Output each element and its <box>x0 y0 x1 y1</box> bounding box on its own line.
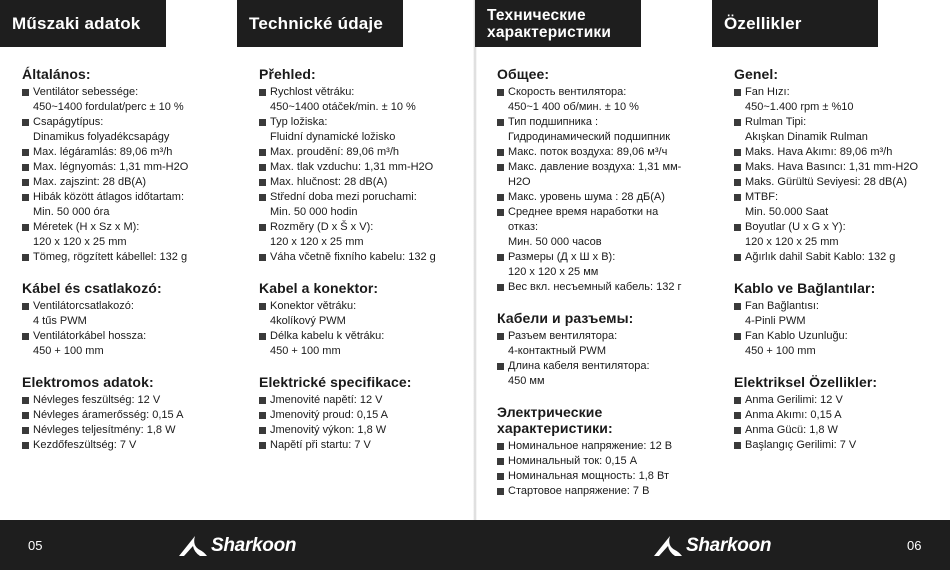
spec-item <box>734 145 927 160</box>
spec-content <box>237 47 452 453</box>
spec-value: Мин. 50 000 часов <box>508 236 602 248</box>
spec-label: Başlangıç Gerilimi: 7 V <box>734 438 927 453</box>
spec-item <box>259 220 452 250</box>
spec-label: Скорость вентилятора: <box>497 85 690 100</box>
spec-section <box>734 66 927 265</box>
spec-item <box>734 393 927 408</box>
spec-item <box>497 329 690 359</box>
spec-label: Fan Hızı: <box>734 85 927 100</box>
spec-content <box>0 47 215 453</box>
section-title: Kabel a konektor: <box>259 280 379 296</box>
spec-item <box>734 85 927 115</box>
spec-item <box>497 145 690 160</box>
spec-label: Névleges feszültség: 12 V <box>22 393 215 408</box>
spec-label: Méretek (H x Sz x M): <box>22 220 215 235</box>
spec-section <box>22 374 215 453</box>
spec-item <box>259 393 452 408</box>
page-number-left: 05 <box>28 538 43 553</box>
spec-value: Гидродинамический подшипник <box>508 131 671 143</box>
column-hungarian <box>0 0 215 468</box>
spec-item <box>497 115 690 145</box>
spec-label: Maks. Gürültü Seviyesi: 28 dB(A) <box>734 175 927 190</box>
section-title: Genel: <box>734 66 779 82</box>
spec-item <box>22 190 215 220</box>
spec-label: Tömeg, rögzített kábellel: 132 g <box>22 250 215 265</box>
spec-item <box>22 145 215 160</box>
column-czech <box>237 0 452 468</box>
spec-label: Névleges teljesítmény: 1,8 W <box>22 423 215 438</box>
spec-label: Max. zajszint: 28 dB(A) <box>22 175 215 190</box>
spec-value: 4kolíkový PWM <box>270 315 346 327</box>
spec-label: Макс. уровень шума : 28 дБ(А) <box>497 190 690 205</box>
spec-item <box>22 220 215 250</box>
spec-item <box>259 423 452 438</box>
spec-item <box>734 160 927 175</box>
spec-label: Jmenovité napětí: 12 V <box>259 393 452 408</box>
spec-label: Anma Akımı: 0,15 A <box>734 408 927 423</box>
spec-label: Ventilátorkábel hossza: <box>22 329 215 344</box>
spec-label: Размеры (Д х Ш х В): <box>497 250 690 265</box>
spec-item <box>22 423 215 438</box>
spec-item <box>497 280 690 295</box>
spec-label: Max. hlučnost: 28 dB(A) <box>259 175 452 190</box>
spec-item <box>22 160 215 175</box>
spec-value: Min. 50 000 hodin <box>270 206 358 218</box>
brand-logo-right <box>653 533 771 559</box>
spec-label: Макс. поток воздуха: 89,06 м³/ч <box>497 145 690 160</box>
spec-value: 4 tűs PWM <box>33 315 87 327</box>
spec-label: Maks. Hava Basıncı: 1,31 mm-H2O <box>734 160 927 175</box>
spec-item <box>22 408 215 423</box>
spec-label: Hibák között átlagos időtartam: <box>22 190 215 205</box>
spec-item <box>22 85 215 115</box>
spec-item <box>734 250 927 265</box>
spec-label: Ventilátor sebessége: <box>22 85 215 100</box>
spec-label: Typ ložiska: <box>259 115 452 130</box>
spec-item <box>259 115 452 145</box>
spec-label: Среднее время наработки на отказ: <box>497 205 690 235</box>
shark-fin-icon <box>653 534 683 558</box>
column-header-tab <box>237 0 403 47</box>
spec-item <box>22 438 215 453</box>
brand-logo-left <box>178 533 296 559</box>
spec-label: Макс. давление воздуха: 1,31 мм-H2O <box>497 160 690 190</box>
spec-value: 4-Pinli PWM <box>745 315 806 327</box>
spec-section <box>734 280 927 359</box>
section-title: Общее: <box>497 66 550 82</box>
spec-item <box>734 190 927 220</box>
spec-label: MTBF: <box>734 190 927 205</box>
spec-label: Anma Gücü: 1,8 W <box>734 423 927 438</box>
spec-value: 120 x 120 x 25 mm <box>270 236 364 248</box>
section-title: Elektromos adatok: <box>22 374 154 390</box>
spec-item <box>497 160 690 190</box>
column-header-line: Technické údaje <box>249 13 384 33</box>
spec-label: Névleges áramerősség: 0,15 A <box>22 408 215 423</box>
spec-label: Вес вкл. несъемный кабель: 132 г <box>497 280 690 295</box>
spec-item <box>259 175 452 190</box>
spec-label: Ventilátorcsatlakozó: <box>22 299 215 314</box>
spec-label: Ağırlık dahil Sabit Kablo: 132 g <box>734 250 927 265</box>
spec-value: 120 x 120 x 25 mm <box>745 236 839 248</box>
brand-name: Sharkoon <box>211 535 297 556</box>
spec-item <box>734 220 927 250</box>
spec-label: Тип подшипника : <box>497 115 690 130</box>
column-header-line: Műszaki adatok <box>12 13 141 33</box>
spec-value: 4-контактный PWM <box>508 345 606 357</box>
column-header-tab <box>475 0 641 47</box>
spec-item <box>497 469 690 484</box>
spec-item <box>259 329 452 359</box>
spec-value: 120 x 120 x 25 mm <box>33 236 127 248</box>
spec-item <box>734 423 927 438</box>
shark-fin-icon <box>178 534 208 558</box>
spec-section <box>22 66 215 265</box>
spec-section <box>497 66 690 295</box>
spec-label: Стартовое напряжение: 7 В <box>497 484 690 499</box>
spec-item <box>497 454 690 469</box>
spec-value: 450 + 100 mm <box>745 345 816 357</box>
spec-item <box>497 190 690 205</box>
spec-item <box>734 408 927 423</box>
spec-label: Fan Bağlantısı: <box>734 299 927 314</box>
spec-value: 450 мм <box>508 375 545 387</box>
spec-label: Kezdőfeszültség: 7 V <box>22 438 215 453</box>
spec-item <box>734 438 927 453</box>
spec-content <box>712 47 927 453</box>
spec-item <box>734 175 927 190</box>
spec-label: Váha včetně fixního kabelu: 132 g <box>259 250 452 265</box>
section-title: Kablo ve Bağlantılar: <box>734 280 876 296</box>
spec-section <box>259 66 452 265</box>
spec-section <box>734 374 927 453</box>
spec-label: Délka kabelu k větráku: <box>259 329 452 344</box>
spec-value: 450 + 100 mm <box>270 345 341 357</box>
section-title: Elektriksel Özellikler: <box>734 374 878 390</box>
spec-value: 450~1400 otáček/min. ± 10 % <box>270 101 416 113</box>
spec-item <box>734 115 927 145</box>
spec-item <box>259 250 452 265</box>
spec-item <box>22 115 215 145</box>
spec-label: Номинальный ток: 0,15 А <box>497 454 690 469</box>
spec-item <box>22 250 215 265</box>
spec-item <box>497 205 690 250</box>
section-title: Kábel és csatlakozó: <box>22 280 162 296</box>
spec-item <box>259 438 452 453</box>
spec-item <box>259 299 452 329</box>
column-header-tab <box>0 0 166 47</box>
spec-value: 450~1 400 об/мин. ± 10 % <box>508 101 639 113</box>
section-title: Általános: <box>22 66 91 82</box>
section-title: Elektrické specifikace: <box>259 374 412 390</box>
spec-label: Fan Kablo Uzunluğu: <box>734 329 927 344</box>
spec-label: Anma Gerilimi: 12 V <box>734 393 927 408</box>
spec-label: Napětí při startu: 7 V <box>259 438 452 453</box>
section-title: Přehled: <box>259 66 316 82</box>
spec-value: Akışkan Dinamik Rulman <box>745 131 868 143</box>
column-header-tab <box>712 0 878 47</box>
spec-item <box>734 329 927 359</box>
spec-label: Rychlost větráku: <box>259 85 452 100</box>
spec-item <box>22 299 215 329</box>
spec-label: Max. tlak vzduchu: 1,31 mm-H2O <box>259 160 452 175</box>
spec-section <box>259 374 452 453</box>
spec-value: 450 + 100 mm <box>33 345 104 357</box>
spec-value: Min. 50 000 óra <box>33 206 110 218</box>
spec-label: Номинальное напряжение: 12 В <box>497 439 690 454</box>
column-header-line: Технические <box>487 6 586 24</box>
spec-item <box>497 484 690 499</box>
spec-label: Max. proudění: 89,06 m³/h <box>259 145 452 160</box>
page-number-right: 06 <box>907 538 922 553</box>
spec-section <box>497 404 690 499</box>
spec-label: Konektor větráku: <box>259 299 452 314</box>
spec-label: Номинальная мощность: 1,8 Вт <box>497 469 690 484</box>
spec-label: Boyutlar (U x G x Y): <box>734 220 927 235</box>
spec-content <box>475 47 690 499</box>
spec-label: Разъем вентилятора: <box>497 329 690 344</box>
spec-item <box>259 408 452 423</box>
spec-item <box>22 175 215 190</box>
spec-item <box>497 85 690 115</box>
spec-section <box>259 280 452 359</box>
brand-name: Sharkoon <box>686 535 772 556</box>
spec-item <box>259 85 452 115</box>
column-turkish <box>712 0 927 468</box>
spec-label: Rozměry (D x Š x V): <box>259 220 452 235</box>
spec-value: 450~1400 fordulat/perc ± 10 % <box>33 101 184 113</box>
spec-item <box>22 329 215 359</box>
spec-label: Maks. Hava Akımı: 89,06 m³/h <box>734 145 927 160</box>
column-header-line: характеристики <box>487 23 612 41</box>
spec-item <box>497 439 690 454</box>
spec-label: Střední doba mezi poruchami: <box>259 190 452 205</box>
column-header-line: Özellikler <box>724 13 802 33</box>
spec-label: Max. légáramlás: 89,06 m³/h <box>22 145 215 160</box>
spec-value: Dinamikus folyadékcsapágy <box>33 131 170 143</box>
spec-label: Jmenovitý proud: 0,15 A <box>259 408 452 423</box>
spec-value: 450~1.400 rpm ± %10 <box>745 101 854 113</box>
spec-value: 120 x 120 x 25 мм <box>508 266 599 278</box>
spec-label: Csapágytípus: <box>22 115 215 130</box>
footer-bar <box>0 520 950 570</box>
spec-value: Fluidní dynamické ložisko <box>270 131 396 143</box>
spec-item <box>259 145 452 160</box>
spec-section <box>497 310 690 389</box>
spec-item <box>497 250 690 280</box>
spec-label: Rulman Tipi: <box>734 115 927 130</box>
spec-section <box>22 280 215 359</box>
spec-item <box>734 299 927 329</box>
spec-value: Min. 50.000 Saat <box>745 206 829 218</box>
section-title: Кабели и разъемы: <box>497 310 634 326</box>
spec-label: Длина кабеля вентилятора: <box>497 359 690 374</box>
spec-label: Max. légnyomás: 1,31 mm-H2O <box>22 160 215 175</box>
spec-label: Jmenovitý výkon: 1,8 W <box>259 423 452 438</box>
spec-item <box>259 160 452 175</box>
section-title: Электрические характеристики: <box>497 404 613 436</box>
spec-item <box>259 190 452 220</box>
spec-item <box>22 393 215 408</box>
column-russian <box>475 0 690 514</box>
spec-item <box>497 359 690 389</box>
